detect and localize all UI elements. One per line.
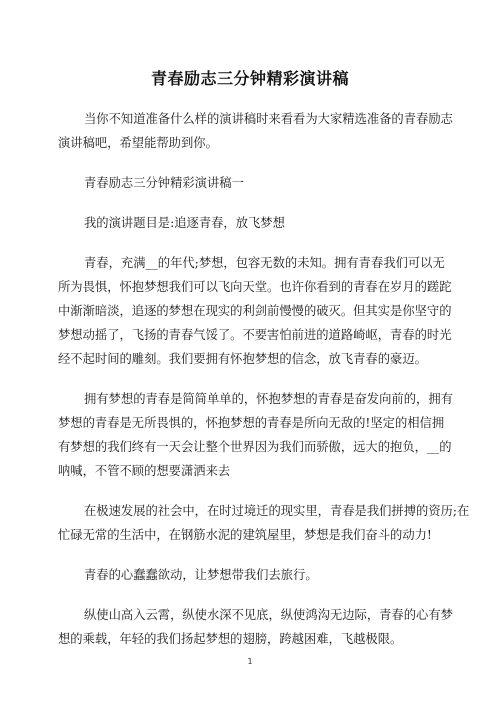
document-title: 青春励志三分钟精彩演讲稿	[150, 69, 349, 88]
document-body	[58, 107, 470, 651]
paragraph-line: 忙碌无常的生活中，在钢筋水泥的建筑屋里，梦想是我们奋斗的动力!	[58, 528, 432, 542]
page-number: 1	[247, 657, 253, 666]
paragraph-line: 想的乘载，年轻的我们扬起梦想的翅膀，跨越困难，飞越极限。	[58, 632, 403, 646]
paragraph-line: 呐喊，不管不顾的想要潇洒来去	[58, 464, 231, 478]
paragraph	[58, 499, 470, 547]
paragraph-line: 当你不知道准备什么样的演讲稿时来看看为大家精选准备的青春励志	[84, 112, 453, 126]
paragraph-line: 经不起时间的雕刻。我们要拥有怀抱梦想的信念，放飞青春的豪迈。	[58, 352, 427, 366]
paragraph-line: 在极速发展的社会中，在时过境迁的现实里，青春是我们拼搏的资历;在	[84, 504, 470, 518]
paragraph-line: 我的演讲题目是:追逐青春，放飞梦想	[84, 216, 285, 230]
paragraph-line: 青春的心蠢蠢欲动，让梦想带我们去旅行。	[84, 568, 318, 582]
paragraph	[58, 171, 456, 195]
paragraph-line: 梦想的青春是无所畏惧的，怀抱梦想的青春是所向无敌的!坚定的相信拥	[58, 416, 445, 430]
paragraph-line: 纵使山高入云霄，纵使水深不见底，纵使鸿沟无边际，青春的心有梦	[84, 608, 453, 622]
paragraph	[58, 251, 456, 371]
paragraph	[58, 387, 456, 483]
paragraph-line: 所为畏惧，怀抱梦想我们可以飞向天堂。也许你看到的青春在岁月的蹉跎	[58, 280, 452, 294]
paragraph-line: 青春，充满__的年代;梦想，包容无数的未知。拥有青春我们可以无	[84, 256, 445, 270]
paragraph	[58, 603, 456, 651]
paragraph	[58, 107, 456, 155]
section-heading: 青春励志三分钟精彩演讲稿一	[84, 176, 244, 190]
paragraph	[58, 563, 456, 587]
paragraph-line: 拥有梦想的青春是简简单单的，怀抱梦想的青春是奋发向前的，拥有	[84, 392, 453, 406]
paragraph-line: 有梦想的我们终有一天会让整个世界因为我们而骄傲，远大的抱负，__的	[58, 440, 452, 454]
paragraph-line: 演讲稿吧，希望能帮助到你。	[58, 136, 218, 150]
paragraph-line: 中渐渐暗淡，追逐的梦想在现实的利剑前慢慢的破灭。但其实是你坚守的	[58, 304, 452, 318]
paragraph	[58, 211, 456, 235]
paragraph-line: 梦想动摇了，飞扬的青春气馁了。不要害怕前进的道路崎岖，青春的时光	[58, 328, 452, 342]
